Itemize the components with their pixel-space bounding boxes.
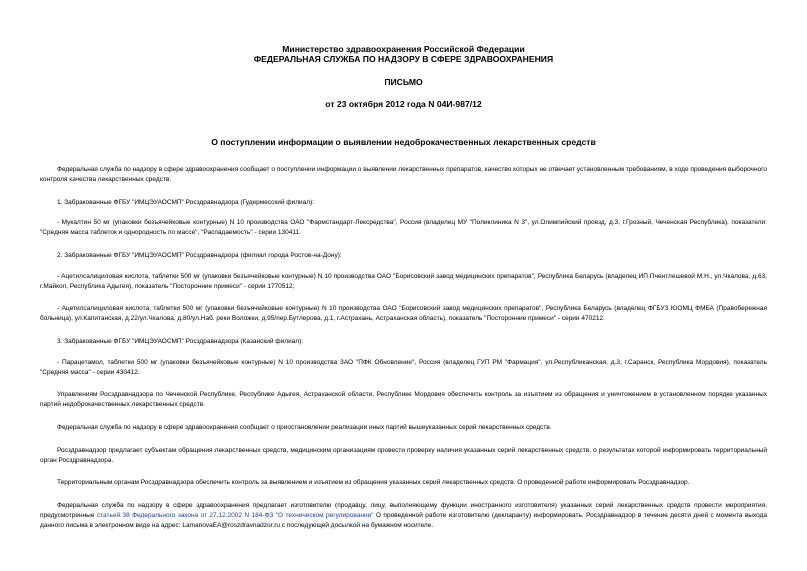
final-text-start: Федеральная служба по надзору в сфере здравоохранения предлагает изготовителю (продавцу, лицу, выполняющему функции иностранного изготовителя) указанных серий лекарственных средств провести мероприятия, предусмотренные (40, 502, 767, 519)
document-date-number: от 23 октября 2012 года N 04И-987/12 (325, 99, 482, 109)
paragraph-item1-title: 1. Забракованные ФГБУ "ИМЦЭУАОСМП" Росздравнадзора (Гудермесский филиал): (57, 198, 315, 206)
document-type: ПИСЬМО (384, 77, 423, 87)
paragraph-suspension: Федеральная служба по надзору в сфере здравоохранения сообщает о приостановлении реализации иных партий вышеуказанных серий лекарственных средств. (57, 423, 552, 431)
paragraph-item2-title: 2. Забракованные ФГБУ "ИМЦЭУАОСМП" Росздравнадзора (филиал города Ростов-на-Дону): (57, 251, 342, 259)
paragraph-territorial: Территориальным органам Росздравнадзора обеспечить контроль за выявлением и изъятием из обращения указанных серий лекарственных средств. О проведенной работе информировать Росздравнадзор. (57, 479, 690, 487)
paragraph-item2-text-b: - Ацетилсалициловая кислота, таблетки 500 мг (упаковки безъячейковые контурные) N 10 производства ОАО "Борисовский завод медицинских препаратов", Республика Беларусь (владелец ФГБУЗ ЮОМЦ ФМБА (Правобережная больница), ул.Капитанская, д.22/ул.Чкалова, д.80/ул.Наб. реки Воложки, д.95/пер.Бутлерова, д.1, г.Астрахань, Астраханская область), показатель "Посторонние примеси" - серии 470212. (40, 305, 767, 323)
law-reference-link[interactable]: статьей 38 Федерального закона от 27.12.2002 N 184-ФЗ "О техническом регулировании" (96, 511, 374, 519)
paragraph-proposal: Росздравнадзор предлагает субъектам обращения лекарственных средств, медицинским организациям провести проверку наличия указанных серий лекарственных средств, о результатах которой информировать территориальный орган Росздравнадзора. (40, 446, 767, 464)
paragraph-final (40, 501, 767, 530)
document-subject: О поступлении информации о выявлении недоброкачественных лекарственных средств (211, 137, 596, 147)
service-name: ФЕДЕРАЛЬНАЯ СЛУЖБА ПО НАДЗОРУ В СФЕРЕ ЗДРАВООХРАНЕНИЯ (253, 54, 554, 64)
paragraph-intro: Федеральная служба по надзору в сфере здравоохранения сообщает о поступлении информации о выявлении лекарственных препаратов, качество которых не отвечает установленным требованиям, в ходе проведения выборочного контроля качества лекарственных средств: (40, 166, 767, 183)
document-body (40, 165, 767, 531)
document-header (40, 0, 767, 109)
final-text-end: О проведенной работе изготовителю (декларанту) информировать. Росздравнадзор в течение десяти дней с момента выхода данного письма в электронном виде на адрес: LamanovaEA@roszdravnadzor.ru с последующей досылкой на бумажном носителе. (40, 511, 768, 529)
ministry-name: Министерство здравоохранения Российской Федерации (282, 44, 525, 54)
paragraph-regional: Управлениям Росздравнадзора по Чеченской Республике, Республике Адыгея, Астраханской области, Республике Мордовия обеспечить контроль за изъятием из обращения и уничтожением в установленном порядке указанных партий недоброкачественных лекарственных средств. (40, 391, 767, 409)
paragraph-item3-text: - Парацетамол, таблетки 500 мг (упаковки безъячейковые контурные) N 10 производства ЗАО "ПФК Обновление", Россия (владелец ГУП РМ "Фармация", ул.Республиканская, д.3, г.Саранск, Республика Мордовия), показатель "Средняя масса" - серии 430412. (40, 358, 767, 376)
paragraph-item2-text-a: - Ацетилсалициловая кислота, таблетки 500 мг (упаковки безъячейковые контурные) N 10 производства ОАО "Борисовский завод медицинских препаратов", Республика Беларусь (владелец ИП Пчентлешевой М.Н., ул.Чкалова, д.63, г.Майкоп, Республика Адыгея), показатель "Посторонние примеси" - серии 1770512; (40, 272, 767, 290)
paragraph-item1-text: - Мукалтин 50 мг (упаковки безъячейковые контурные) N 10 производства ОАО "Фармстандарт-Лексредства", Россия (владелец МУ "Поликлиника N 3", ул.Олимпийский проезд, д.3, г.Грозный, Чеченская Республика), показатели: "Средняя масса таблеток и однородность по массе", "Распадаемость" - серии 130411. (40, 219, 767, 237)
paragraph-item3-title: 3. Забракованные ФГБУ "ИМЦЭУАОСМП" Росздравнадзора (Казанский филиал): (57, 337, 304, 345)
